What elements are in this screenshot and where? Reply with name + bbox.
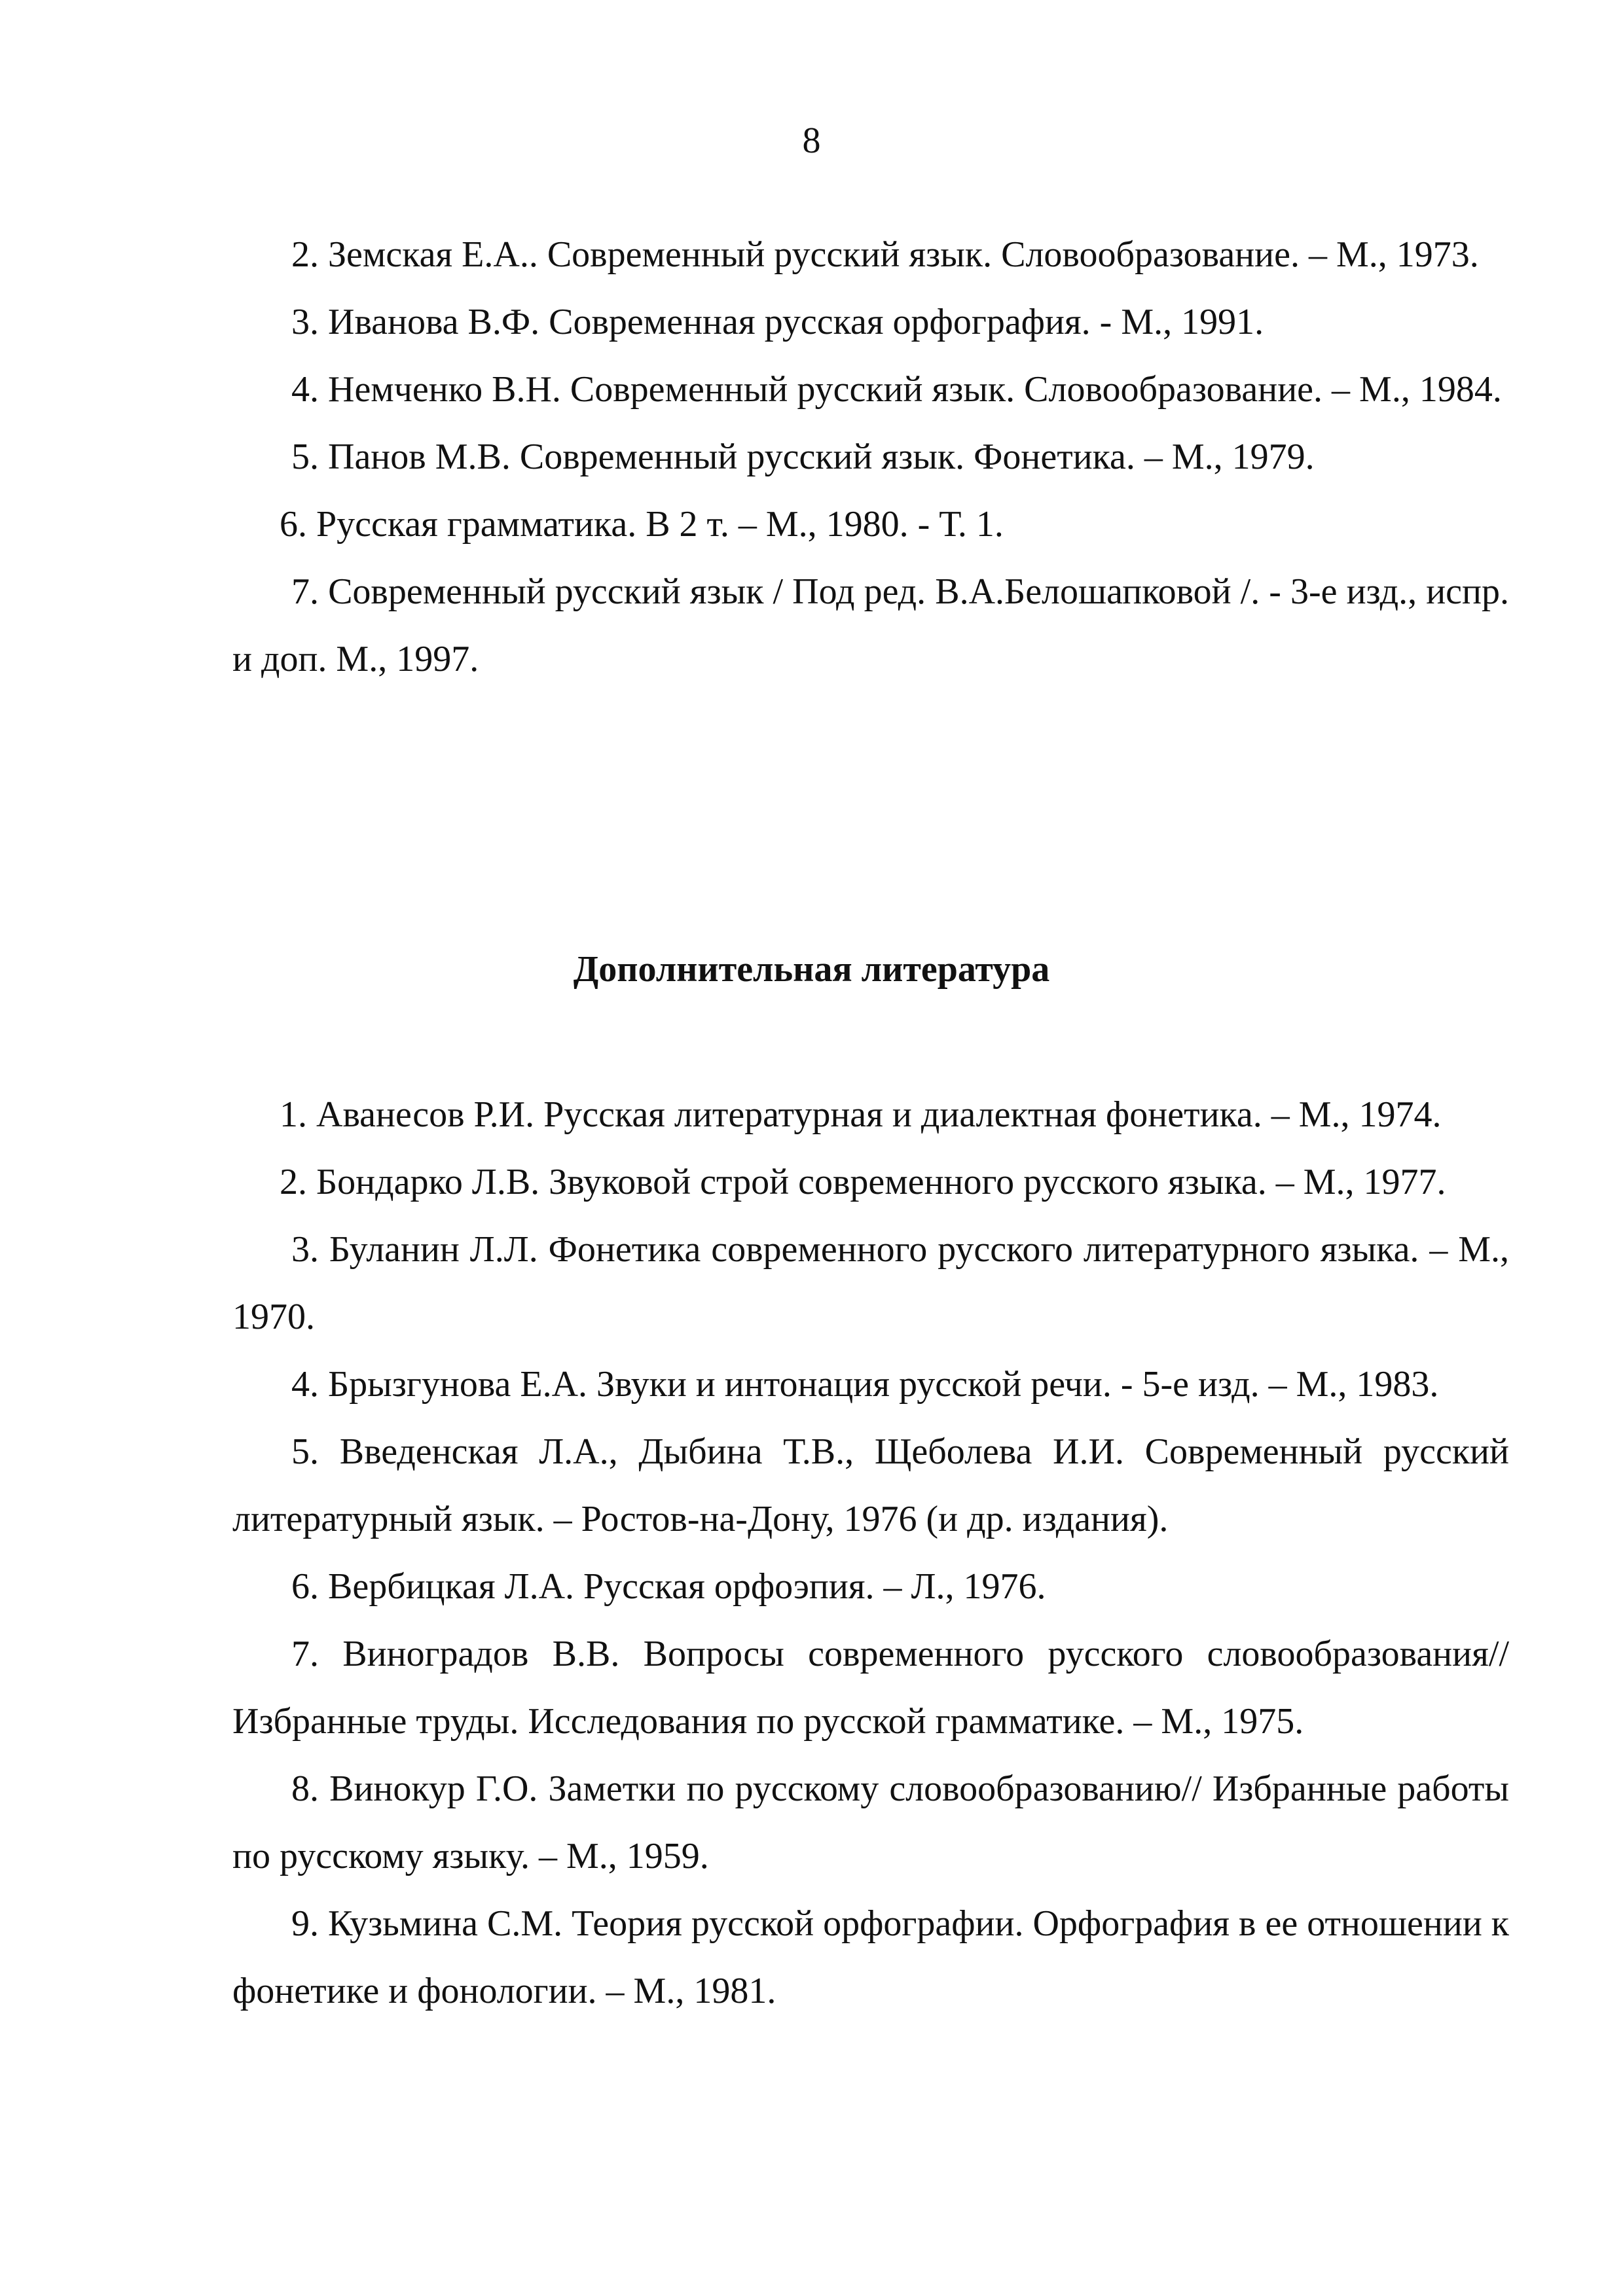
list-item: 8. Винокур Г.О. Заметки по русскому словообразованию// Избранные работы по русскому языку. – М., 1959. — [232, 1768, 1509, 1876]
list-item: 5. Панов М.В. Современный русский язык. Фонетика. – М., 1979. — [291, 437, 1315, 477]
list-item: 1. Аванесов Р.И. Русская литературная и диалектная фонетика. – М., 1974. — [280, 1094, 1442, 1135]
list-item: 6. Русская грамматика. В 2 т. – М., 1980. - Т. 1. — [280, 504, 1004, 545]
list-item: 3. Иванова В.Ф. Современная русская орфография. - М., 1991. — [291, 302, 1264, 342]
list-item: 5. Введенская Л.А., Дыбина Т.В., Щеболева И.И. Современный русский литературный язык. – Ростов-на-Дону, 1976 (и др. издания). — [232, 1431, 1509, 1539]
page-number: 8 — [802, 120, 821, 161]
list-item: 2. Бондарко Л.В. Звуковой строй современного русского языка. – М., 1977. — [280, 1162, 1446, 1202]
list-item: 2. Земская Е.А.. Современный русский язык. Словообразование. – М., 1973. — [291, 234, 1479, 275]
list-item: 3. Буланин Л.Л. Фонетика современного русского литературного языка. – М., 1970. — [232, 1229, 1509, 1337]
list-item: 7. Виноградов В.В. Вопросы современного русского словообразования// Избранные труды. Исследования по русской грамматике. – М., 1975. — [232, 1634, 1509, 1742]
list-item: 9. Кузьмина С.М. Теория русской орфографии. Орфография в ее отношении к фонетике и фонологии. – М., 1981. — [232, 1903, 1509, 2011]
list-item: 6. Вербицкая Л.А. Русская орфоэпия. – Л., 1976. — [291, 1566, 1046, 1607]
section-heading: Дополнительная литература — [573, 949, 1050, 990]
main-bibliography-list — [232, 221, 1509, 693]
list-item: 7. Современный русский язык / Под ред. В.А.Белошапковой /. - 3-е изд., испр. и доп. М., 1997. — [232, 571, 1509, 679]
list-item: 4. Брызгунова Е.А. Звуки и интонация русской речи. - 5-е изд. – М., 1983. — [291, 1364, 1439, 1405]
list-item: 4. Немченко В.Н. Современный русский язык. Словообразование. – М., 1984. — [291, 369, 1502, 410]
additional-bibliography-list — [232, 1081, 1509, 2025]
